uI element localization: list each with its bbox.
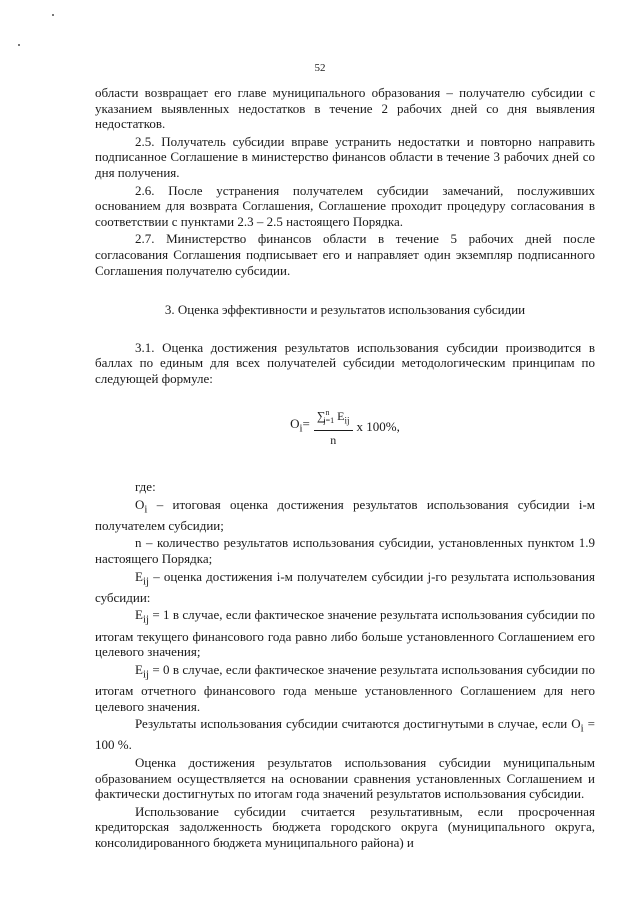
definition-eij-1: $E_{ij} = 1$ в случае, если фактическое значение результата использования субсидии по итогам текущего финансового года равно либо больше установленного Соглашением его целевого значения; [95, 607, 595, 660]
definition-oi: $O_i$ – итоговая оценка достижения результатов использования субсидии i-м получателем субсидии; [95, 496, 595, 533]
definition-eij-0: $E_{ij} = 0$ в случае, если фактическое значение результата использования субсидии по итогам отчетного финансового года меньше установленного Соглашением для него целевого значения. [95, 661, 595, 714]
paragraph-2-6: 2.6. После устранения получателем субсидии замечаний, послуживших основанием для возврата Соглашения, Соглашение проходит процедуру согласования в соответствии с пунктами 2.3 – 2.5 настоящего Порядка. [95, 182, 595, 229]
formula-numerator: ∑$^n_{j=1}$ $E_{ij}$ [314, 405, 353, 432]
paragraph-evaluation: Оценка достижения результатов использования субсидии муниципальным образованием осуществляется на основании сравнения установленных Соглашением и фактически достигнутых по итогам года значений результатов использования субсидии. [95, 754, 595, 802]
paragraph-2-7: 2.7. Министерство финансов области в течение 5 рабочих дней после согласования Соглашения подписывает его и направляет один экземпляр подписанного Соглашения получателю субсидии. [95, 231, 595, 278]
formula-fraction [314, 405, 353, 450]
definition-n: n – количество результатов использования субсидии, установленных пунктом 1.9 настоящего Порядка; [95, 535, 595, 567]
paragraph: области возвращает его главе муниципального образования – получателю субсидии с указанием выявленных недостатков в течение 2 рабочих дней со дня выявления недостатков. [95, 85, 595, 132]
paragraph-effectiveness: Использование субсидии считается результативным, если просроченная кредиторская задолженность бюджета городского округа (муниципального округа, консолидированного бюджета муниципального района) и [95, 803, 595, 850]
scan-speck [18, 44, 20, 46]
scan-speck [52, 14, 54, 16]
page-number: 52 [314, 62, 326, 74]
formula-suffix: x 100%, [356, 418, 400, 434]
section-heading: 3. Оценка эффективности и результатов использования субсидии [164, 302, 526, 318]
definition-eij: $E_{ij}$ – оценка достижения i-м получателем субсидии j-го результата использования субсидии: [95, 568, 595, 605]
where-label: где: [135, 479, 156, 495]
paragraph-3-1: 3.1. Оценка достижения результатов использования субсидии производится в баллах по единым для всех получателей субсидии методологическим принципам по следующей формуле: [95, 339, 595, 386]
paragraph-results: Результаты использования субсидии считаются достигнутыми в случае, если $O_i = 100$ %. [95, 716, 595, 753]
document-body [95, 85, 595, 853]
paragraph-2-5: 2.5. Получатель субсидии вправе устранить недостатки и повторно направить подписанное Соглашение в министерство финансов области в течение 3 рабочих дней со дня получения. [95, 133, 595, 180]
formula-denominator: n [330, 433, 337, 448]
formula-lhs: $O_i=$ [290, 416, 310, 435]
formula [95, 405, 595, 450]
